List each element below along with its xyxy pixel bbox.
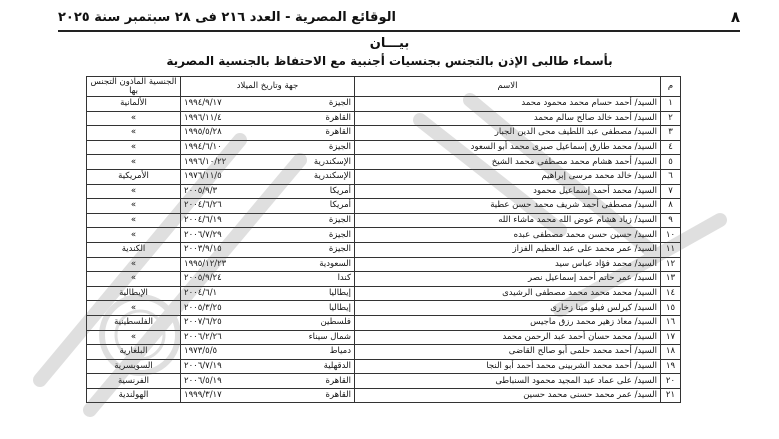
birth-date: ٢٠٠٤/٦/١ <box>184 288 218 299</box>
table-row <box>87 257 681 272</box>
header-name: الاسم <box>355 77 661 97</box>
birth-place: الإسكندرية <box>313 156 351 167</box>
table-row <box>87 155 681 170</box>
birth-date: ١٩٩٦/١٠/٢٢ <box>184 156 227 167</box>
nationality: البلغارية <box>87 345 181 360</box>
applicant-name: السيد/ مصطفى أحمد شريف محمد حسن عطية <box>355 199 661 214</box>
table-row <box>87 184 681 199</box>
row-number: ١٥ <box>661 301 681 316</box>
birth-cell <box>181 330 355 345</box>
applicant-name: السيد/ معاذ زهير محمد رزق ماجيس <box>355 315 661 330</box>
birth-place: القاهرة <box>325 390 351 401</box>
row-number: ١٧ <box>661 330 681 345</box>
nationality: السويسرية <box>87 359 181 374</box>
nationality: » <box>87 140 181 155</box>
birth-date: ١٩٧٣/٥/٥ <box>184 346 218 357</box>
table-row <box>87 126 681 141</box>
birth-place: إيطاليا <box>328 288 351 299</box>
row-number: ٢٠ <box>661 374 681 389</box>
document-title: بيـــان <box>369 36 410 51</box>
birth-date: ٢٠٠٧/٦/٢٥ <box>184 317 222 328</box>
birth-cell <box>181 359 355 374</box>
nationality: الفلسطينية <box>87 315 181 330</box>
applicant-name: السيد/ على عماد عبد المجيد محمود السنباطى <box>355 374 661 389</box>
nationality: » <box>87 213 181 228</box>
applicant-name: السيد/ محمد حسان أحمد عبد الرحمن محمد <box>355 330 661 345</box>
table-row <box>87 111 681 126</box>
nationality: الكندية <box>87 242 181 257</box>
row-number: ٩ <box>661 213 681 228</box>
applicant-name: السيد/ محمد فؤاد عباس سيد <box>355 257 661 272</box>
birth-date: ٢٠٠٣/٩/١٥ <box>184 244 222 255</box>
birth-place: الإسكندرية <box>313 171 351 182</box>
applicant-name: السيد/ محمد طارق إسماعيل صبرى محمد أبو السعود <box>355 140 661 155</box>
table-row <box>87 315 681 330</box>
birth-place: الجيزة <box>328 142 351 153</box>
birth-place: السعودية <box>319 258 351 269</box>
applicants-table <box>86 76 681 403</box>
birth-place: الجيزة <box>328 229 351 240</box>
birth-place: إيطاليا <box>328 302 351 313</box>
birth-date: ٢٠٠٦/٢/٢٦ <box>184 331 222 342</box>
birth-cell <box>181 388 355 403</box>
table-row <box>87 213 681 228</box>
birth-date: ٢٠٠٤/٦/٢٦ <box>184 200 222 211</box>
birth-cell <box>181 257 355 272</box>
row-number: ١ <box>661 97 681 112</box>
birth-date: ٢٠٠٥/٩/٣ <box>184 185 218 196</box>
row-number: ١١ <box>661 242 681 257</box>
birth-date: ١٩٩٩/٣/١٧ <box>184 390 222 401</box>
row-number: ٨ <box>661 199 681 214</box>
applicant-name: السيد/ محمد محمد محمد مصطفى الرشيدى <box>355 286 661 301</box>
header-nationality: الجنسية المأذون التجنس بها <box>87 77 181 97</box>
nationality: » <box>87 126 181 141</box>
birth-place: فلسطين <box>320 317 351 328</box>
table-row <box>87 374 681 389</box>
applicant-name: السيد/ حسين حسن محمد مصطفى عبده <box>355 228 661 243</box>
nationality: الهولندية <box>87 388 181 403</box>
birth-date: ٢٠٠٦/٥/١٩ <box>184 375 222 386</box>
birth-cell <box>181 97 355 112</box>
applicant-name: السيد/ زياد هشام عوض الله محمد ماشاء الله <box>355 213 661 228</box>
row-number: ٥ <box>661 155 681 170</box>
birth-place: الجيزة <box>328 98 351 109</box>
birth-cell <box>181 199 355 214</box>
row-number: ١٩ <box>661 359 681 374</box>
birth-place: الجيزة <box>328 215 351 226</box>
applicant-name: السيد/ محمد أحمد إسماعيل محمود <box>355 184 661 199</box>
row-number: ٣ <box>661 126 681 141</box>
birth-date: ١٩٩٥/٥/٢٨ <box>184 127 222 138</box>
header-birth: جهة وتاريخ الميلاد <box>181 77 355 97</box>
birth-cell <box>181 213 355 228</box>
header-divider <box>58 30 740 32</box>
row-number: ٤ <box>661 140 681 155</box>
table-row <box>87 140 681 155</box>
birth-cell <box>181 374 355 389</box>
row-number: ١٣ <box>661 272 681 287</box>
nationality: » <box>87 199 181 214</box>
row-number: ٢١ <box>661 388 681 403</box>
applicant-name: السيد/ عمر حاتم أحمد إسماعيل نصر <box>355 272 661 287</box>
nationality: » <box>87 301 181 316</box>
nationality: » <box>87 330 181 345</box>
publication-line: الوقائع المصرية - العدد ٢١٦ فى ٢٨ سبتمبر سنة ٢٠٢٥ <box>58 9 396 25</box>
birth-date: ١٩٩٥/١٢/٢٣ <box>184 258 227 269</box>
applicant-name: السيد/ أحمد حسام محمد محمود محمد <box>355 97 661 112</box>
birth-date: ٢٠٠٥/٩/٢٤ <box>184 273 222 284</box>
birth-date: ١٩٧٦/١١/٥ <box>184 171 222 182</box>
birth-date: ١٩٩٤/٩/١٧ <box>184 98 222 109</box>
birth-cell <box>181 155 355 170</box>
birth-cell <box>181 184 355 199</box>
applicant-name: السيد/ أحمد محمد الشربينى محمد أحمد أبو النجا <box>355 359 661 374</box>
table-row <box>87 359 681 374</box>
birth-cell <box>181 140 355 155</box>
birth-date: ٢٠٠٦/٧/١٩ <box>184 360 222 371</box>
nationality: الإيطالية <box>87 286 181 301</box>
row-number: ٢ <box>661 111 681 126</box>
birth-place: القاهرة <box>325 112 351 123</box>
birth-cell <box>181 126 355 141</box>
birth-cell <box>181 242 355 257</box>
applicant-name: السيد/ أحمد محمد حلمى أبو صالح القاضى <box>355 345 661 360</box>
birth-place: دمياط <box>329 346 351 357</box>
birth-cell <box>181 169 355 184</box>
birth-place: القاهرة <box>325 127 351 138</box>
birth-cell <box>181 286 355 301</box>
birth-date: ١٩٩٤/٦/١٠ <box>184 142 222 153</box>
table-row <box>87 199 681 214</box>
row-number: ١٨ <box>661 345 681 360</box>
birth-cell <box>181 111 355 126</box>
nationality: » <box>87 272 181 287</box>
birth-cell <box>181 345 355 360</box>
row-number: ١٢ <box>661 257 681 272</box>
birth-cell <box>181 272 355 287</box>
birth-date: ٢٠٠٤/٦/١٩ <box>184 215 222 226</box>
document-subtitle: بأسماء طالبى الإذن بالتجنس بجنسيات أجنبية مع الاحتفاظ بالجنسية المصرية <box>166 54 613 68</box>
applicant-name: السيد/ عمر محمد حسنى محمد حسين <box>355 388 661 403</box>
nationality: » <box>87 111 181 126</box>
table-row <box>87 345 681 360</box>
nationality: الألمانية <box>87 97 181 112</box>
table-row <box>87 388 681 403</box>
row-number: ١٠ <box>661 228 681 243</box>
table-row <box>87 286 681 301</box>
row-number: ٧ <box>661 184 681 199</box>
page-header <box>58 6 740 28</box>
applicant-name: السيد/ مصطفى عبد اللطيف محى الدين الجبار <box>355 126 661 141</box>
applicant-name: السيد/ أحمد هشام محمد مصطفى محمد الشيخ <box>355 155 661 170</box>
birth-date: ٢٠٠٥/٣/٢٥ <box>184 302 222 313</box>
table-header-row <box>87 77 681 97</box>
birth-date: ٢٠٠٦/٧/٢٩ <box>184 229 222 240</box>
birth-cell <box>181 301 355 316</box>
nationality: الأمريكية <box>87 169 181 184</box>
applicant-name: السيد/ كيرلس فيلو مينا زخارى <box>355 301 661 316</box>
applicant-name: السيد/ خالد محمد مرسى إبراهيم <box>355 169 661 184</box>
birth-place: أمريكا <box>329 200 351 211</box>
birth-place: شمال سيناء <box>308 331 351 342</box>
birth-place: الدقهلية <box>323 360 351 371</box>
birth-cell <box>181 315 355 330</box>
row-number: ٦ <box>661 169 681 184</box>
birth-place: أمريكا <box>329 185 351 196</box>
header-number: م <box>661 77 681 97</box>
nationality: الفرنسية <box>87 374 181 389</box>
table-row <box>87 330 681 345</box>
birth-date: ١٩٩٦/١١/٤ <box>184 112 222 123</box>
row-number: ١٤ <box>661 286 681 301</box>
page-number: ٨ <box>730 8 740 26</box>
applicant-name: السيد/ أحمد خالد صالح سالم محمد <box>355 111 661 126</box>
nationality: » <box>87 184 181 199</box>
birth-place: القاهرة <box>325 375 351 386</box>
table-row <box>87 228 681 243</box>
birth-place: الجيزة <box>328 244 351 255</box>
birth-place: كندا <box>337 273 351 284</box>
nationality: » <box>87 257 181 272</box>
table-row <box>87 301 681 316</box>
row-number: ١٦ <box>661 315 681 330</box>
nationality: » <box>87 155 181 170</box>
nationality: » <box>87 228 181 243</box>
table-row <box>87 97 681 112</box>
table-row <box>87 272 681 287</box>
applicant-name: السيد/ عمر محمد على عبد العظيم الفزاز <box>355 242 661 257</box>
table-row <box>87 242 681 257</box>
table-row <box>87 169 681 184</box>
birth-cell <box>181 228 355 243</box>
